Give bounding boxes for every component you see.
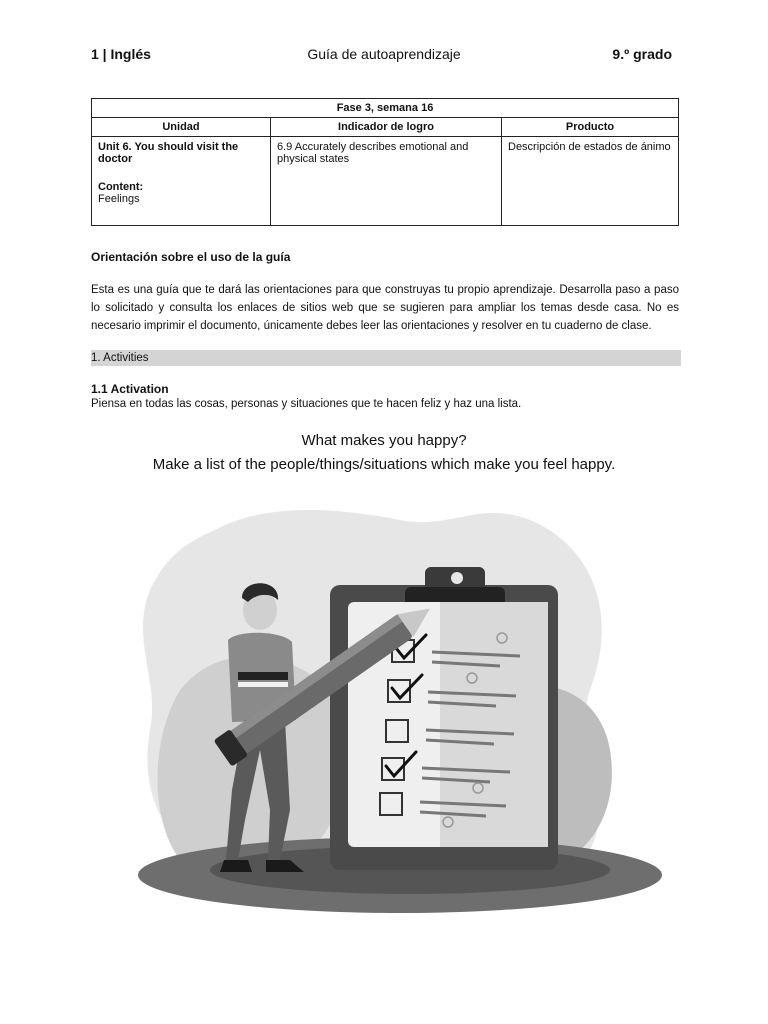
activities-section-label: 1. Activities [91, 352, 149, 364]
activation-text: Piensa en todas las cosas, personas y situaciones que te hacen feliz y haz una lista. [91, 398, 522, 410]
activation-title: 1.1 Activation [91, 382, 169, 396]
phase-week-title: Fase 3, semana 16 [92, 99, 679, 118]
grade-label: 9.º grado [612, 46, 672, 62]
activities-section-bar [91, 350, 681, 366]
column-header-unidad: Unidad [92, 118, 271, 137]
question-heading: What makes you happy? [301, 432, 467, 449]
content-value: Feelings [98, 193, 140, 205]
product-cell: Descripción de estados de ánimo [502, 137, 679, 226]
orientation-text: Esta es una guía que te dará las orientaciones para que construyas tu propio aprendizaje. Desarrolla paso a paso lo solicitado y consulta los enlaces de sitios web que se sugieren para ampliar los temas desde casa. No es necesario imprimir el documento, únicamente debes leer las orientaciones y resolver en tu cuaderno de clase. [91, 284, 679, 332]
unit-info-table [91, 98, 679, 226]
unit-cell [92, 137, 271, 226]
content-label: Content: [98, 181, 144, 193]
document-subtitle: Guía de autoaprendizaje [307, 46, 461, 62]
checklist-illustration-icon [120, 490, 670, 920]
unit-title: Unit 6. You should visit the doctor [98, 141, 239, 165]
instruction-heading: Make a list of the people/things/situations which make you feel happy. [152, 456, 616, 473]
orientation-title: Orientación sobre el uso de la guía [91, 250, 291, 264]
column-header-indicador: Indicador de logro [271, 118, 502, 137]
column-header-producto: Producto [502, 118, 679, 137]
indicator-cell: 6.9 Accurately describes emotional and physical states [271, 137, 502, 226]
page-subject: 1 | Inglés [91, 46, 151, 62]
